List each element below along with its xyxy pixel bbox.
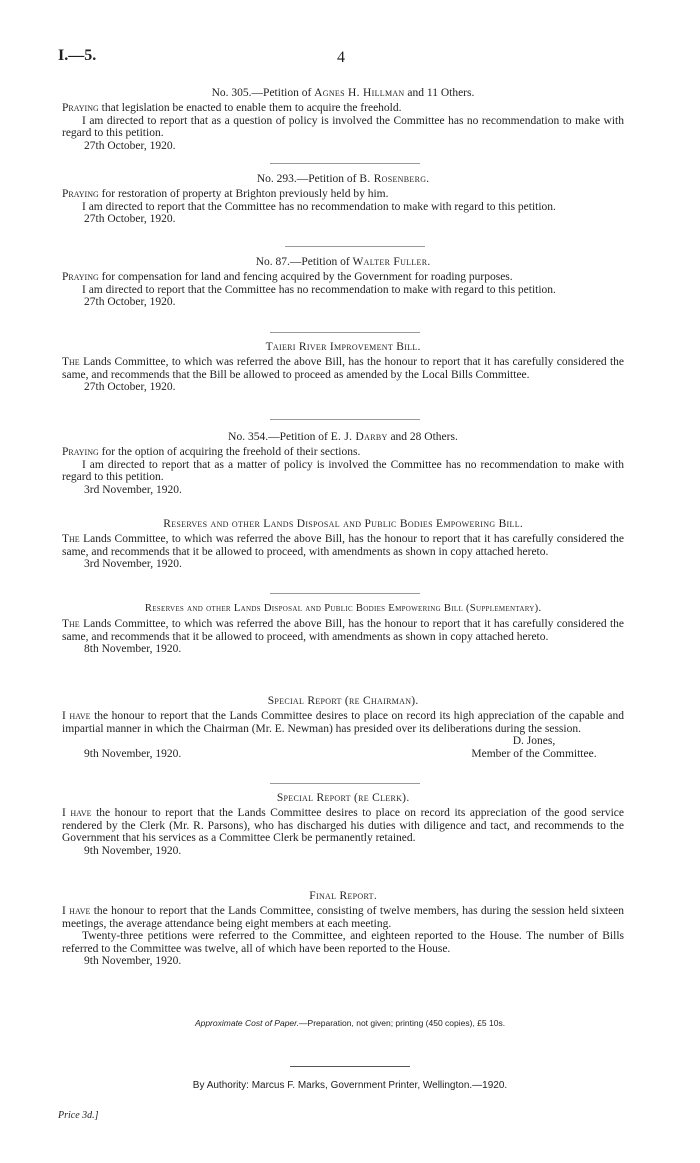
section-title: Special Report (re Clerk).	[276, 792, 410, 804]
cost-of-paper-note: Approximate Cost of Paper.—Preparation, not given; printing (450 copies), £5 10s.	[194, 1018, 506, 1028]
section-title: No. 305.—Petition of Agnes H. Hillman and 11 Others.	[211, 87, 475, 99]
divider-rule	[270, 163, 420, 164]
section-title: Reserves and other Lands Disposal and Public Bodies Empowering Bill.	[163, 518, 523, 530]
petition-354-section: No. 354.—Petition of E. J. Darby and 28 Others. Praying for the option of acquiring the freehold of their sections. I am directed to report that as a matter of policy is involved the Committee has no recommendation to make with regard to this petition. 3rd November, 1920.	[62, 431, 624, 496]
special-report-clerk-section: Special Report (re Clerk). I have the honour to report that the Lands Committee desires to place on record its appreciation of the good service rendered by the Clerk (Mr. R. Parsons), who has discharged his duties with diligence and tact, and recommends to the Government that his services as a Committee Clerk be permanently retained. 9th November, 1920.	[62, 792, 624, 857]
section-paragraph: I am directed to report that the Committee has no recommendation to make with regard to this petition.	[82, 283, 556, 296]
divider-rule	[285, 246, 425, 247]
signature-role: Member of the Committee.	[471, 747, 597, 760]
lead-word: Praying	[62, 102, 99, 114]
divider-rule	[270, 419, 420, 420]
section-date: 3rd November, 1920.	[84, 558, 182, 571]
footer-rule	[290, 1066, 410, 1067]
reserves-bill-supplementary-section: Reserves and other Lands Disposal and Public Bodies Empowering Bill (Supplementary). The Lands Committee, to which was referred the above Bill, has the honour to report that it has carefully considered the same, and recommends that it be allowed to proceed, with amendments as shown in copy attached hereto. 8th November, 1920.	[62, 603, 624, 656]
section-paragraph: I am directed to report that the Committee has no recommendation to make with regard to this petition.	[82, 200, 556, 213]
divider-rule	[270, 783, 420, 784]
price-note: Price 3d.]	[58, 1110, 99, 1121]
printer-authority: By Authority: Marcus F. Marks, Government Printer, Wellington.—1920.	[192, 1080, 508, 1091]
special-report-chairman-section: Special Report (re Chairman). I have the honour to report that the Lands Committee desires to place on record its high appreciation of the capable and impartial manner in which the Chairman (Mr. E. Newman) has presided over its deliberations during the session. D. Jones, 9th November, 1920. Member of the Committee.	[62, 695, 624, 760]
section-title: Final Report.	[309, 890, 377, 902]
section-date: 8th November, 1920.	[84, 643, 182, 656]
section-paragraph: I am directed to report that as a matter of policy is involved the Committee has no recommendation to make with regard to this petition.	[62, 458, 624, 484]
section-paragraph: Twenty-three petitions were referred to the Committee, and eighteen reported to the House. The number of Bills referred to the Committee was twelve, all of which have been reported to the House.	[62, 930, 624, 955]
section-title: No. 354.—Petition of E. J. Darby and 28 Others.	[228, 431, 458, 443]
document-reference: I.—5.	[58, 47, 97, 64]
section-date: 27th October, 1920.	[84, 381, 176, 394]
section-date: 3rd November, 1920.	[84, 483, 182, 496]
taieri-bill-section: Taieri River Improvement Bill. The Lands Committee, to which was referred the above Bill, has the honour to report that it has carefully considered the same, and recommends that the Bill be allowed to proceed as amended by the Local Bills Committee. 27th October, 1920.	[62, 341, 624, 394]
section-date: 27th October, 1920.	[84, 139, 176, 152]
section-date: 27th October, 1920.	[84, 213, 176, 226]
petition-293-section: No. 293.—Petition of B. Rosenberg. Praying for restoration of property at Brighton previously held by him. I am directed to report that the Committee has no recommendation to make with regard to this petition. 27th October, 1920.	[62, 172, 624, 226]
section-title: No. 87.—Petition of Walter Fuller.	[255, 256, 431, 268]
section-title: Taieri River Improvement Bill.	[265, 341, 421, 353]
divider-rule	[270, 332, 420, 333]
section-title: No. 293.—Petition of B. Rosenberg.	[256, 173, 430, 185]
divider-rule	[270, 593, 420, 594]
petition-87-section: No. 87.—Petition of Walter Fuller. Praying for compensation for land and fencing acquired by the Government for roading purposes. I am directed to report that the Committee has no recommendation to make with regard to this petition. 27th October, 1920.	[62, 255, 624, 309]
final-report-section: Final Report. I have the honour to report that the Lands Committee, consisting of twelve members, has during the session held sixteen meetings, the average attendance being eight members at each meeting. Twenty-three petitions were referred to the Committee, and eighteen reported to the House. The number of Bills referred to the Committee was twelve, all of which have been reported to the House. 9th November, 1920.	[62, 890, 624, 968]
section-date: 9th November, 1920.	[84, 747, 182, 760]
section-paragraph: I am directed to report that as a question of policy is involved the Committee has no recommendation to make with regard to this petition.	[62, 114, 624, 140]
section-title: Special Report (re Chairman).	[267, 695, 419, 707]
section-date: 9th November, 1920.	[84, 955, 182, 968]
section-date: 9th November, 1920.	[84, 844, 182, 857]
reserves-bill-section: Reserves and other Lands Disposal and Public Bodies Empowering Bill. The Lands Committee, to which was referred the above Bill, has the honour to report that it has carefully considered the same, and recommends that it be allowed to proceed, with amendments as shown in copy attached hereto. 3rd November, 1920.	[62, 518, 624, 571]
signature-name: D. Jones,	[512, 735, 556, 748]
section-title: Reserves and other Lands Disposal and Public Bodies Empowering Bill (Supplementary).	[144, 603, 542, 614]
petition-305-section: No. 305.—Petition of Agnes H. Hillman and 11 Others. Praying that legislation be enacted to enable them to acquire the freehold. I am directed to report that as a question of policy is involved the Committee has no recommendation to make with regard to this petition. 27th October, 1920.	[62, 87, 624, 152]
page-number: 4	[337, 49, 345, 66]
section-date: 27th October, 1920.	[84, 296, 176, 309]
